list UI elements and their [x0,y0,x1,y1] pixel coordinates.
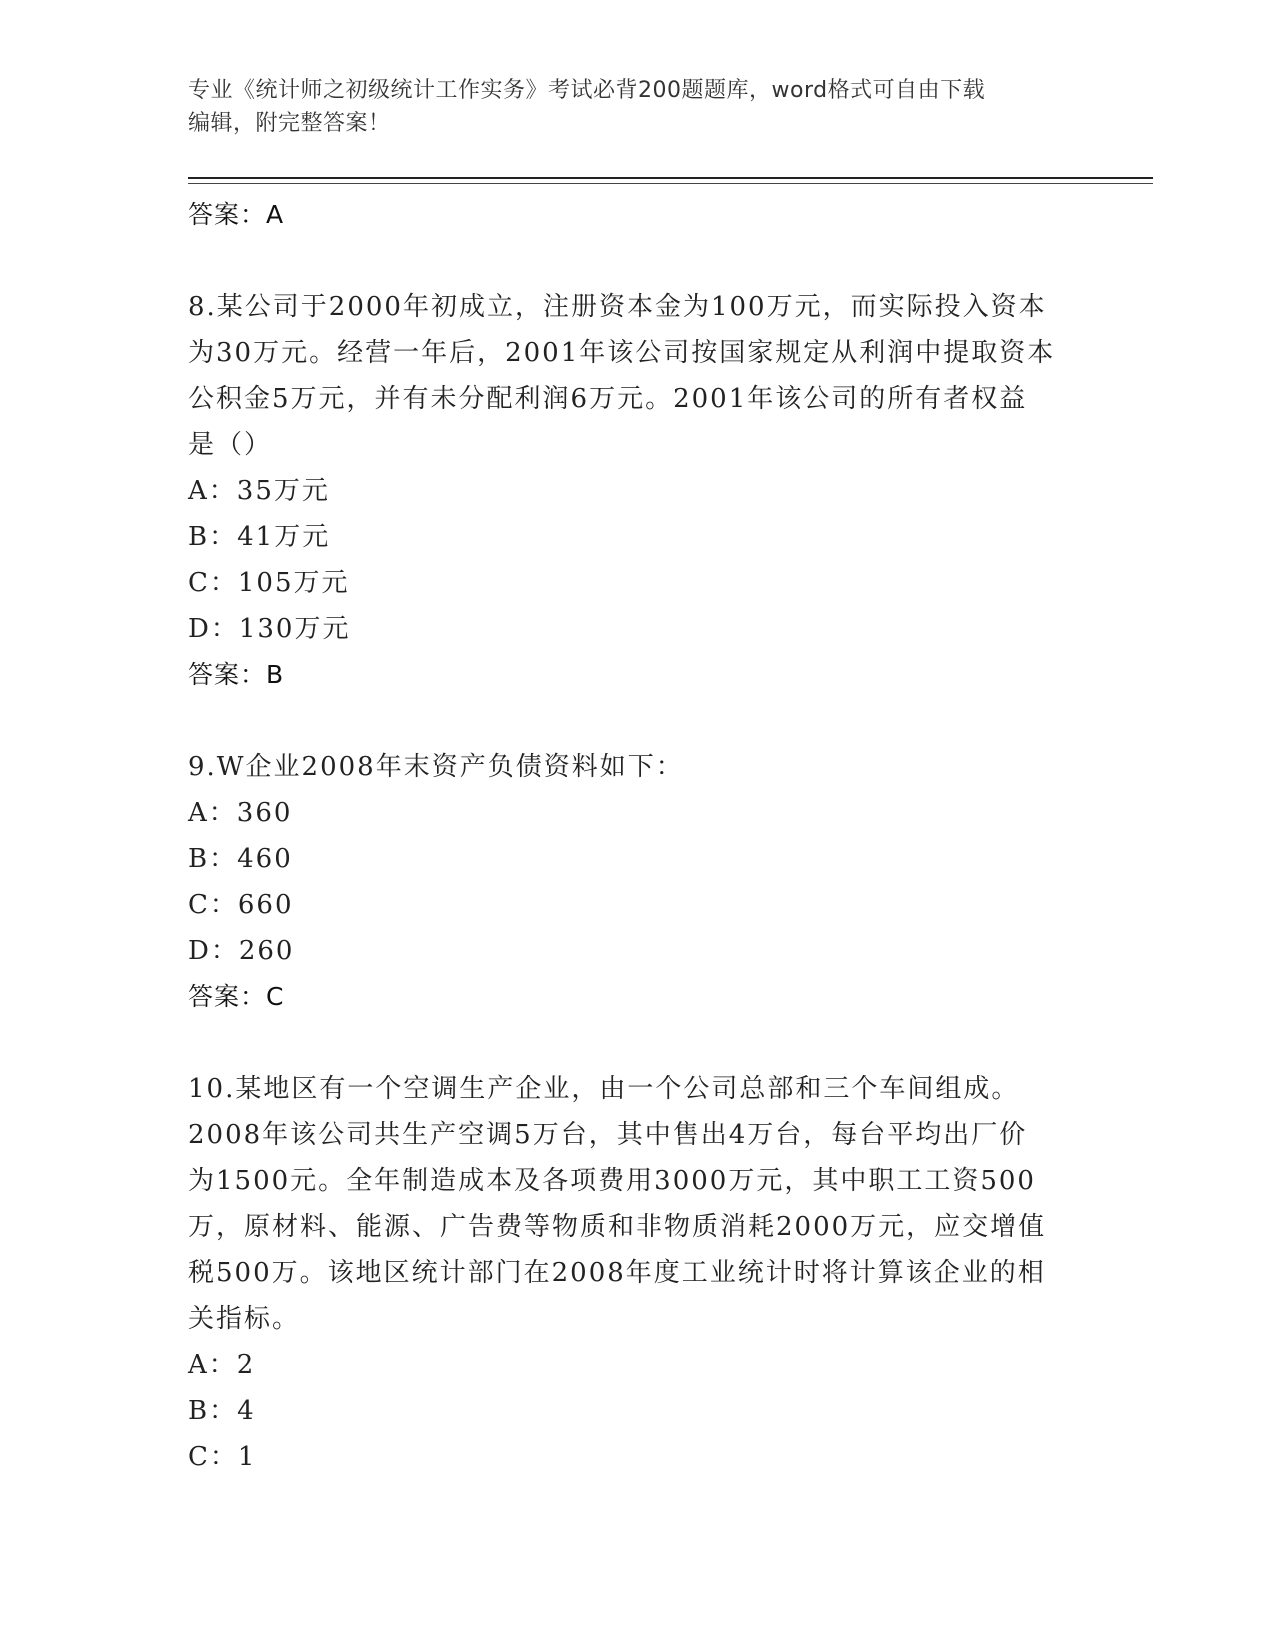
option-d: D：130万元 [188,614,351,644]
question-line: 为1500元。全年制造成本及各项费用3000万元，其中职工工资500 [188,1166,1036,1196]
question-line: 10.某地区有一个空调生产企业，由一个公司总部和三个车间组成。 [188,1074,1020,1104]
question-line: 关指标。 [188,1304,301,1334]
header-line-2: 编辑，附完整答案！ [188,111,391,136]
option-c: C：1 [188,1442,257,1472]
spacer [188,698,1088,744]
question-line: 8.某公司于2000年初成立，注册资本金为100万元，而实际投入资本 [188,292,1047,322]
question-content [188,192,1088,1480]
question-block [188,284,1088,698]
option-c: C：660 [188,890,294,920]
question-line: 9.W企业2008年末资产负债资料如下： [188,752,684,782]
spacer [188,1020,1088,1066]
header-rule-thick [188,177,1153,179]
question-line: 是（） [188,430,273,460]
option-a: A：360 [188,798,293,828]
option-a: A：2 [188,1350,256,1380]
answer-line: 答案：B [188,660,285,689]
answer-line: 答案：A [188,200,285,229]
answer-line: 答案：C [188,982,285,1011]
spacer [188,238,1088,284]
option-d: D：260 [188,936,295,966]
question-line: 万，原材料、能源、广告费等物质和非物质消耗2000万元，应交增值 [188,1212,1047,1242]
option-b: B：4 [188,1396,256,1426]
option-c: C：105万元 [188,568,350,598]
question-line: 2008年该公司共生产空调5万台，其中售出4万台，每台平均出厂价 [188,1120,1028,1150]
question-block [188,744,1088,1020]
option-b: B：41万元 [188,522,331,552]
header-rule-thin [188,183,1153,184]
question-line: 为30万元。经营一年后，2001年该公司按国家规定从利润中提取资本 [188,338,1056,368]
question-line: 公积金5万元，并有未分配利润6万元。2001年该公司的所有者权益 [188,384,1028,414]
document-header [188,74,1088,140]
question-line: 税500万。该地区统计部门在2008年度工业统计时将计算该企业的相 [188,1258,1046,1288]
header-line-1: 专业《统计师之初级统计工作实务》考试必背200题题库，word格式可自由下载 [188,78,986,103]
option-b: B：460 [188,844,293,874]
question-block [188,1066,1088,1480]
option-a: A：35万元 [188,476,330,506]
